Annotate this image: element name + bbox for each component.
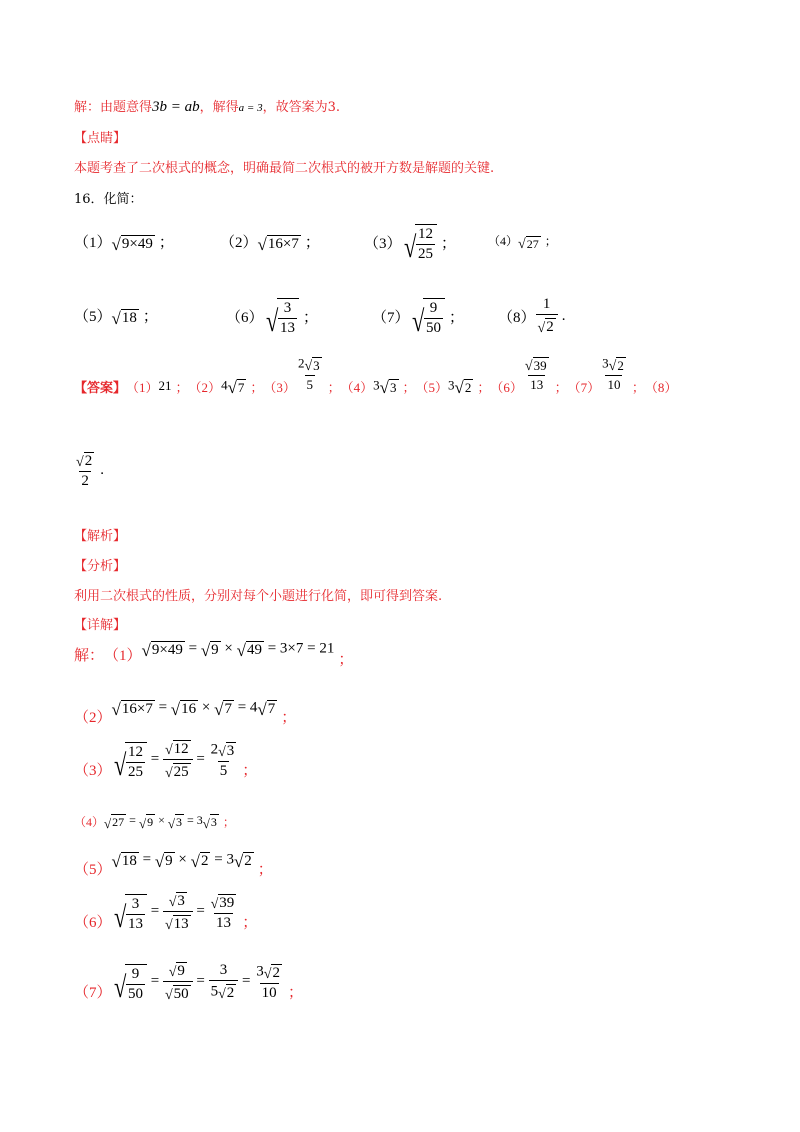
question-item-2-expr: √ 16×7 (257, 235, 299, 255)
question-item-3: （3） √ $\frac{12}{25}$ ； (364, 221, 456, 263)
question-item-5: （5） √ 18 ； (74, 308, 158, 329)
solution-step-6: （6） √ $\frac{3}{13}$ = √ 3 √ 13 = √ 39 13 ； (74, 893, 258, 934)
fenxi-text: 利用二次根式的性质，分别对每个小题进行化简，即可得到答案. (74, 589, 443, 604)
dianjing-text: 本题考查了二次根式的概念，明确最简二次根式的被开方数是解题的关键. (74, 161, 495, 176)
solution-step-2: （2） √ 16×7 = √ 16 × √ 7 = 4 √ 7 ； (74, 698, 297, 726)
question-title: 16．化简： (74, 192, 143, 207)
question-item-1: （1） √ 9×49 ； (74, 234, 174, 255)
solution-step-3: （3） √ $\frac{12}{25}$ = √ 12 √ 25 = 2 √ 3 5 ； (74, 740, 258, 782)
answer-item-2: 4 √ 7 (221, 376, 245, 397)
answer-item-4: 3 √ 3 (373, 376, 397, 397)
question-item-2: （2） √ 16×7 ； (220, 234, 320, 255)
answer-row: 【答案】 （1） 21 ； （2） 4 √ 7 ； （3） 2 √ 3 5 ； （4） 3 √ 3 ； （5） 3 √ 2 ； （6） √ 39 13 ； （7） 3 √ 2 10 ； （8） (74, 355, 678, 397)
question-item-4-expr: √ 27 (518, 236, 539, 252)
question-item-7: （7） √ $\frac{9}{50}$ ； (372, 295, 464, 337)
question-item-7-expr: √ $\frac{9}{50}$ (410, 295, 445, 337)
question-item-8: （8） 1 √ 2 . (498, 296, 566, 336)
solution-step-7: （7） √ $\frac{9}{50}$ = √ 9 √ 50 = 3 5 √ 2 = 3 √ 2 10 ； (74, 961, 303, 1004)
answer-item-3: 2 √ 3 5 (297, 355, 320, 392)
question-item-5-expr: √ 18 (111, 309, 137, 329)
solution-step-5: （5） √ 18 = √ 9 × √ 2 = 3 √ 2 ； (74, 850, 273, 878)
prev-eq-1: 3b = ab (152, 99, 200, 115)
xiangjie-header: 【详解】 (74, 618, 127, 633)
dianjing-header: 【点睛】 (74, 131, 127, 146)
prev-solution-line: 解：由题意得3b = ab，解得a = 3，故答案为3. (74, 99, 340, 115)
answer-header: 【答案】 (74, 380, 127, 396)
answer-item-7: 3 √ 2 10 (602, 355, 624, 392)
answer-item-1: 21 (158, 378, 172, 393)
question-item-6: （6） √ $\frac{3}{13}$ ； (226, 295, 318, 337)
question-item-1-expr: √ 9×49 (111, 235, 153, 255)
solution-step-1: 解： （1） √ 9×49 = √ 9 × √ 49 = 3×7 = 21 ； (74, 639, 354, 668)
question-item-4: （4） √ 27 ； (488, 234, 557, 252)
answer-item-6: √ 39 13 (524, 358, 547, 392)
prev-eq-2: a = 3 (238, 102, 263, 114)
solution-step-4: （4） √ 27 = √ 9 × √ 3 = 3 √ 3 ； (74, 812, 235, 831)
jiexi-header: 【解析】 (74, 529, 127, 544)
answer-item-8: √ 2 2 . (76, 453, 104, 489)
question-item-8-expr: 1 √ 2 (536, 296, 558, 336)
fenxi-header: 【分析】 (74, 559, 127, 574)
question-item-3-expr: √ $\frac{12}{25}$ (402, 221, 437, 263)
answer-item-5: 3 √ 2 (448, 376, 472, 397)
question-item-6-expr: √ $\frac{3}{13}$ (264, 295, 299, 337)
